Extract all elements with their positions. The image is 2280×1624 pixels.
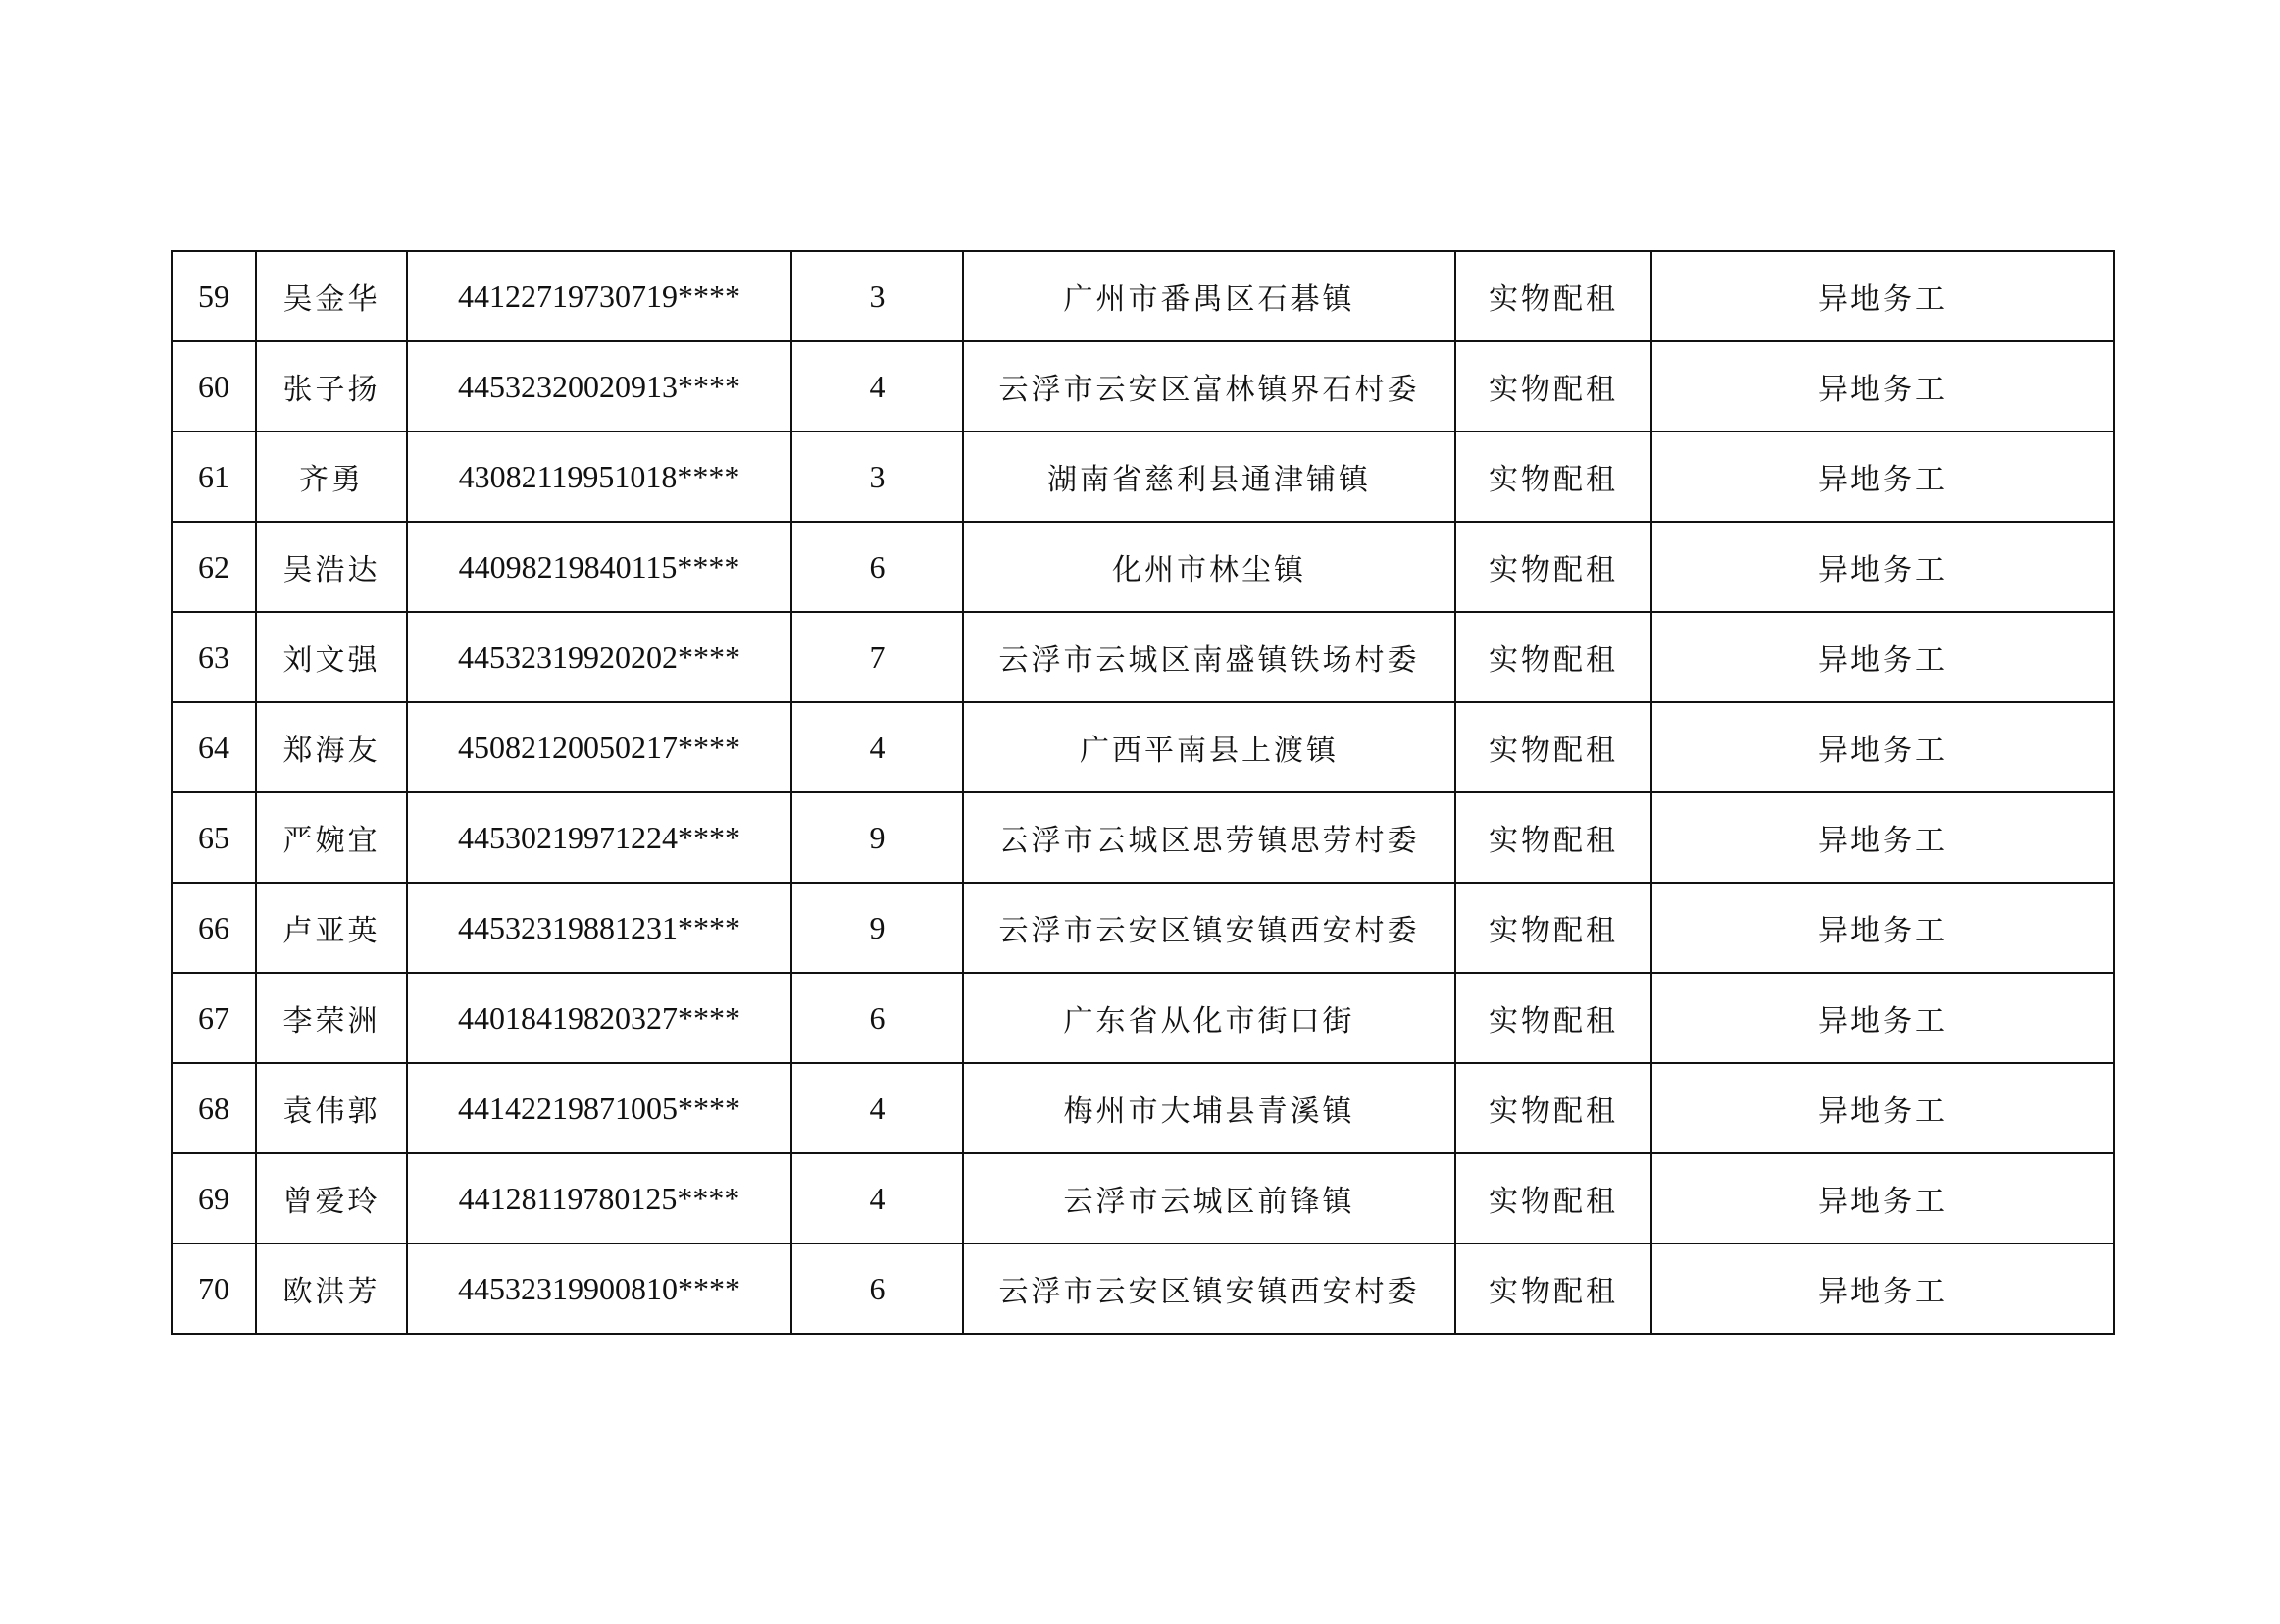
allocation-type-cell: 实物配租	[1455, 792, 1651, 883]
address-cell: 云浮市云安区镇安镇西安村委	[963, 883, 1455, 973]
reason-cell: 异地务工	[1651, 973, 2114, 1063]
row-number-cell: 59	[172, 251, 256, 341]
applicant-name-cell: 吴浩达	[256, 522, 407, 612]
reason-cell: 异地务工	[1651, 702, 2114, 792]
address-cell: 云浮市云安区富林镇界石村委	[963, 341, 1455, 431]
reason-cell: 异地务工	[1651, 431, 2114, 522]
household-size-cell: 4	[791, 1153, 963, 1243]
allocation-type-cell: 实物配租	[1455, 702, 1651, 792]
table-row	[172, 522, 2114, 612]
applicant-name-cell: 吴金华	[256, 251, 407, 341]
reason-cell: 异地务工	[1651, 522, 2114, 612]
table-row	[172, 1243, 2114, 1334]
id-number-cell: 44532319881231****	[407, 883, 791, 973]
allocation-type-cell: 实物配租	[1455, 251, 1651, 341]
id-number-cell: 44098219840115****	[407, 522, 791, 612]
reason-cell: 异地务工	[1651, 792, 2114, 883]
applicant-name-cell: 卢亚英	[256, 883, 407, 973]
id-number-cell: 44122719730719****	[407, 251, 791, 341]
address-cell: 广西平南县上渡镇	[963, 702, 1455, 792]
household-size-cell: 9	[791, 792, 963, 883]
id-number-cell: 44142219871005****	[407, 1063, 791, 1153]
id-number-cell: 44532320020913****	[407, 341, 791, 431]
row-number-cell: 67	[172, 973, 256, 1063]
row-number-cell: 62	[172, 522, 256, 612]
address-cell: 云浮市云城区思劳镇思劳村委	[963, 792, 1455, 883]
id-number-cell: 44128119780125****	[407, 1153, 791, 1243]
table-row	[172, 792, 2114, 883]
household-size-cell: 6	[791, 1243, 963, 1334]
address-cell: 云浮市云安区镇安镇西安村委	[963, 1243, 1455, 1334]
reason-cell: 异地务工	[1651, 883, 2114, 973]
household-size-cell: 9	[791, 883, 963, 973]
household-size-cell: 7	[791, 612, 963, 702]
row-number-cell: 66	[172, 883, 256, 973]
applicant-name-cell: 曾爱玲	[256, 1153, 407, 1243]
applicant-name-cell: 刘文强	[256, 612, 407, 702]
reason-cell: 异地务工	[1651, 1063, 2114, 1153]
address-cell: 湖南省慈利县通津铺镇	[963, 431, 1455, 522]
applicant-name-cell: 袁伟郭	[256, 1063, 407, 1153]
reason-cell: 异地务工	[1651, 1153, 2114, 1243]
table-row	[172, 883, 2114, 973]
applicant-name-cell: 李荣洲	[256, 973, 407, 1063]
table-row	[172, 251, 2114, 341]
household-size-cell: 3	[791, 431, 963, 522]
id-number-cell: 44532319920202****	[407, 612, 791, 702]
household-size-cell: 4	[791, 702, 963, 792]
reason-cell: 异地务工	[1651, 1243, 2114, 1334]
table-row	[172, 612, 2114, 702]
row-number-cell: 60	[172, 341, 256, 431]
housing-allocation-table	[171, 250, 2115, 1335]
row-number-cell: 63	[172, 612, 256, 702]
address-cell: 广州市番禺区石碁镇	[963, 251, 1455, 341]
row-number-cell: 61	[172, 431, 256, 522]
allocation-type-cell: 实物配租	[1455, 522, 1651, 612]
row-number-cell: 68	[172, 1063, 256, 1153]
applicant-name-cell: 郑海友	[256, 702, 407, 792]
row-number-cell: 65	[172, 792, 256, 883]
id-number-cell: 44532319900810****	[407, 1243, 791, 1334]
allocation-type-cell: 实物配租	[1455, 1063, 1651, 1153]
table-row	[172, 973, 2114, 1063]
table-row	[172, 702, 2114, 792]
table-row	[172, 341, 2114, 431]
address-cell: 广东省从化市街口街	[963, 973, 1455, 1063]
allocation-type-cell: 实物配租	[1455, 1243, 1651, 1334]
household-size-cell: 6	[791, 522, 963, 612]
id-number-cell: 44018419820327****	[407, 973, 791, 1063]
reason-cell: 异地务工	[1651, 612, 2114, 702]
row-number-cell: 70	[172, 1243, 256, 1334]
address-cell: 梅州市大埔县青溪镇	[963, 1063, 1455, 1153]
allocation-type-cell: 实物配租	[1455, 973, 1651, 1063]
table-row	[172, 1153, 2114, 1243]
household-size-cell: 6	[791, 973, 963, 1063]
id-number-cell: 43082119951018****	[407, 431, 791, 522]
address-cell: 云浮市云城区前锋镇	[963, 1153, 1455, 1243]
address-cell: 云浮市云城区南盛镇铁场村委	[963, 612, 1455, 702]
table-row	[172, 431, 2114, 522]
reason-cell: 异地务工	[1651, 341, 2114, 431]
allocation-type-cell: 实物配租	[1455, 883, 1651, 973]
allocation-type-cell: 实物配租	[1455, 431, 1651, 522]
applicant-name-cell: 张子扬	[256, 341, 407, 431]
applicant-name-cell: 齐勇	[256, 431, 407, 522]
allocation-type-cell: 实物配租	[1455, 341, 1651, 431]
address-cell: 化州市林尘镇	[963, 522, 1455, 612]
table-row	[172, 1063, 2114, 1153]
row-number-cell: 69	[172, 1153, 256, 1243]
id-number-cell: 45082120050217****	[407, 702, 791, 792]
id-number-cell: 44530219971224****	[407, 792, 791, 883]
allocation-type-cell: 实物配租	[1455, 1153, 1651, 1243]
reason-cell: 异地务工	[1651, 251, 2114, 341]
row-number-cell: 64	[172, 702, 256, 792]
table-body	[172, 251, 2114, 1334]
applicant-name-cell: 严婉宜	[256, 792, 407, 883]
applicant-name-cell: 欧洪芳	[256, 1243, 407, 1334]
household-size-cell: 4	[791, 1063, 963, 1153]
allocation-type-cell: 实物配租	[1455, 612, 1651, 702]
household-size-cell: 4	[791, 341, 963, 431]
household-size-cell: 3	[791, 251, 963, 341]
